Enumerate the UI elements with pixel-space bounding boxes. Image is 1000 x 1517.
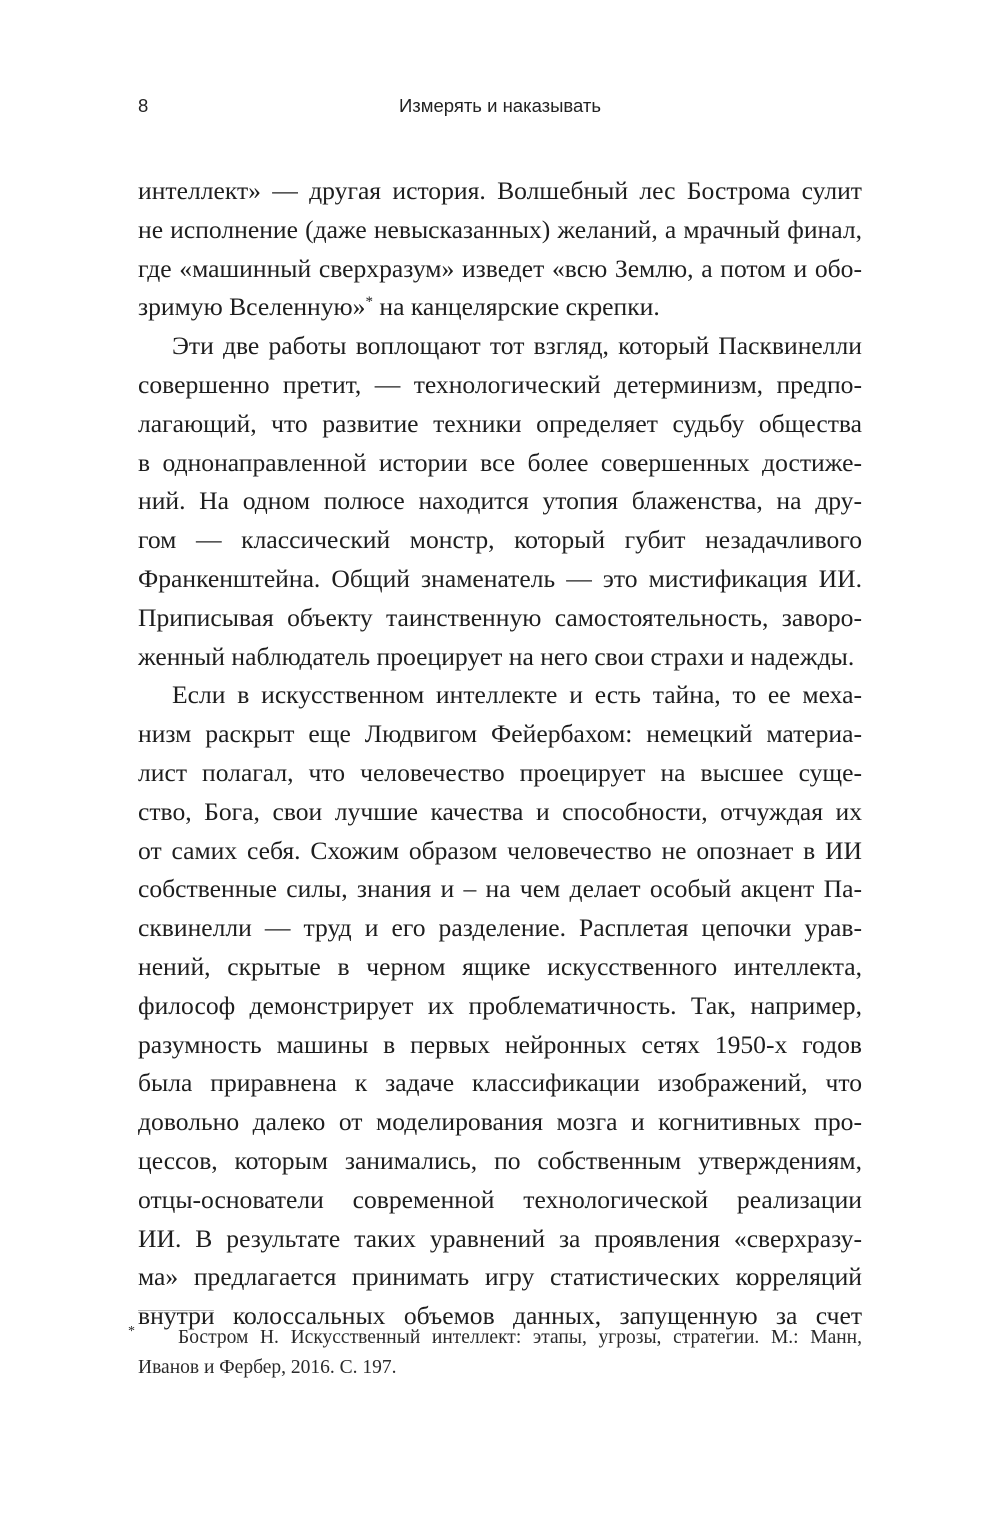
- text-line: ма» предлагается принимать игру статистических корреляций: [138, 1262, 862, 1292]
- running-header: [138, 95, 862, 125]
- footnote-line: Бостром Н. Искусственный интеллект: этапы, угрозы, стратегии. М.: Манн,: [178, 1327, 862, 1348]
- footnote-marker: *: [128, 1324, 135, 1339]
- text-line: не исполнение (даже невысказанных) желаний, а мрачный финал,: [138, 214, 862, 244]
- paragraph-continued: [138, 172, 862, 327]
- paragraph: [138, 676, 862, 1336]
- text-line: Если в искусственном интеллекте и есть тайна, то ее меха-: [172, 680, 862, 710]
- text-line: интеллект» — другая история. Волшебный лес Бострома сулит: [138, 176, 862, 205]
- text-line: внутри колоссальных объемов данных, запущенную за счет: [138, 1301, 862, 1331]
- text-line: разумность машины в первых нейронных сетях 1950-х годов: [138, 1029, 862, 1059]
- text-line: довольно далеко от моделирования мозга и когнитивных про-: [138, 1107, 862, 1137]
- text-line: гом — классический монстр, который губит незадачливого: [138, 525, 862, 555]
- page-number: 8: [138, 95, 149, 116]
- text-line: где «машинный сверхразум» изведет «всю Землю, а потом и обо-: [138, 253, 862, 283]
- text-line: ство, Бога, свои лучшие качества и способности, отчуждая их: [138, 796, 862, 826]
- footnote: [128, 1323, 862, 1383]
- text-line: собственные силы, знания и – на чем делает особый акцент Па-: [138, 874, 862, 904]
- footnote-line: Иванов и Фербер, 2016. С. 197.: [138, 1357, 397, 1378]
- running-title: Измерять и наказывать: [398, 95, 602, 116]
- text-line: нений, скрытые в черном ящике искусственного интеллекта,: [138, 951, 862, 981]
- text-line: Приписывая объекту таинственную самостоятельность, заворо-: [138, 602, 862, 632]
- text-line: в однонаправленной истории все более совершенных достиже-: [138, 447, 862, 477]
- text-line: ний. На одном полюсе находится утопия блаженства, на дру-: [138, 486, 862, 516]
- body-text: [138, 172, 862, 1336]
- text-line: цессов, которым занимались, по собственным утверждениям,: [138, 1145, 862, 1175]
- text-line-with-footnote-ref: [138, 288, 862, 327]
- text-line: отцы-основатели современной технологической реализации: [138, 1184, 862, 1214]
- footnote-reference-mark: *: [365, 294, 373, 311]
- text-line: низм раскрыт еще Людвигом Фейербахом: немецкий материа-: [138, 719, 862, 749]
- text-line: совершенно претит, — технологический детерминизм, предпо-: [138, 369, 862, 399]
- text-line: ИИ. В результате таких уравнений за проявления «сверхразу-: [138, 1223, 862, 1253]
- text-segment: на канцелярские скрепки.: [372, 292, 660, 322]
- text-line: сквинелли — труд и его разделение. Расплетая цепочки урав-: [138, 913, 862, 943]
- text-line: лагающий, что развитие техники определяет судьбу общества: [138, 408, 862, 438]
- text-segment: зримую Вселенную»: [138, 292, 366, 322]
- text-line: от самих себя. Схожим образом человечество не опознает в ИИ: [138, 835, 862, 865]
- paragraph: [138, 327, 862, 676]
- text-line: женный наблюдатель проецирует на него свои страхи и надежды.: [138, 641, 855, 671]
- text-line: философ демонстрирует их проблематичность. Так, например,: [138, 990, 862, 1020]
- text-line: Эти две работы воплощают тот взгляд, который Пасквинелли: [172, 331, 862, 361]
- footnote-separator: [138, 1310, 214, 1311]
- text-line: была приравнена к задаче классификации изображений, что: [138, 1068, 862, 1098]
- text-line: Франкенштейна. Общий знаменатель — это мистификация ИИ.: [138, 563, 862, 593]
- text-line: лист полагал, что человечество проецирует на высшее суще-: [138, 757, 862, 787]
